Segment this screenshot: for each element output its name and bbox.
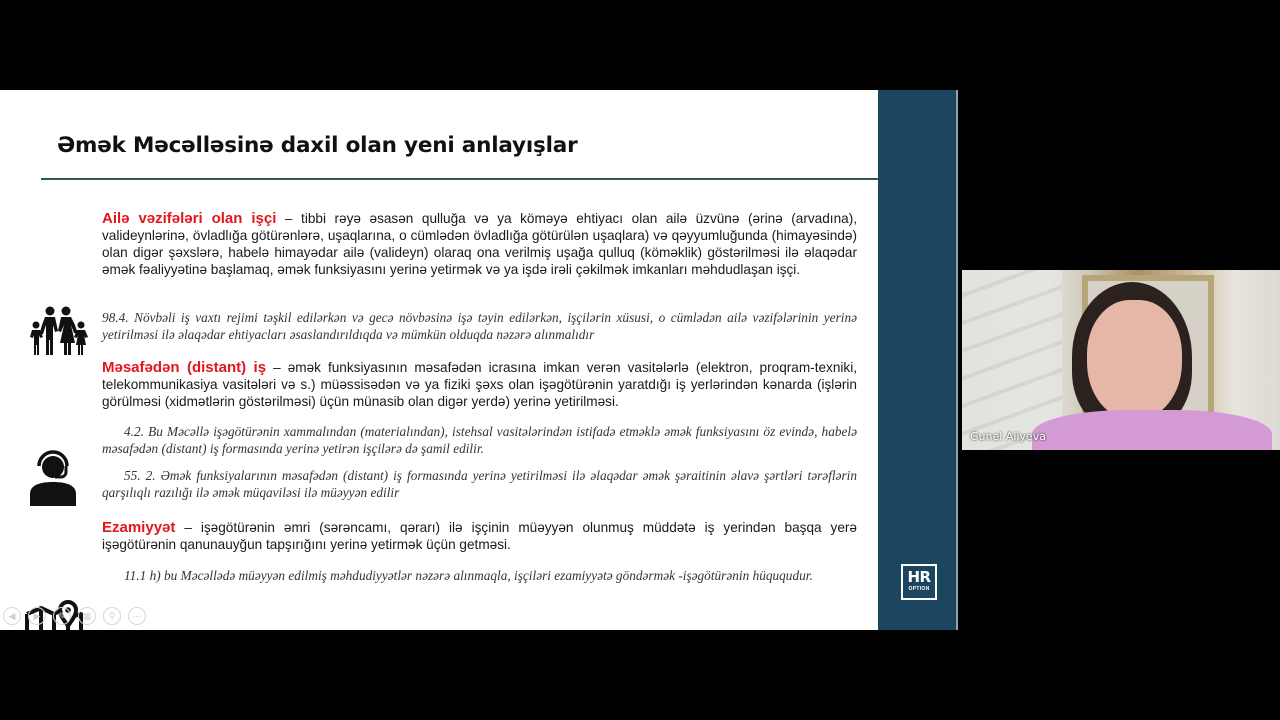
participant-video-tile[interactable] [962,270,1280,450]
definition-remote-work [102,359,857,410]
term-label: Ezamiyyət [102,519,176,536]
presentation-slide [0,90,958,630]
logo-main-text: HR [907,568,931,586]
zoom-button[interactable] [103,607,121,625]
slide-sorter-button[interactable] [78,607,96,625]
ellipsis-icon: ⋯ [132,610,142,621]
slide-title: Əmək Məcəlləsinə daxil olan yeni anlayışlar [57,133,578,158]
term-label: Məsafədən (distant) iş [102,359,267,376]
more-options-button[interactable] [128,607,146,625]
chevron-right-icon: ▶ [33,610,41,621]
title-divider [41,178,878,180]
term-label: Ailə vəzifələri olan işçi [102,210,277,227]
previous-slide-button[interactable] [3,607,21,625]
definition-business-trip [102,519,857,553]
family-icon [26,305,92,357]
pen-icon: ✎ [58,610,66,621]
definition-text: – əmək funksiyasının məsafədən icrasına imkan verən vasitələrlə (elektron, proqram-texniki, telekommunikasiya vasitələri və s.) müəssisədən və ya fiziki şəxs olan işəgötürənin yaratdığı iş yerlərindən kənarda (işlərin görülməsi (xidmətlərin göstərilməsi) üçün münasib olan digər yerdə) yerinə yetirilməsi. [102,360,857,409]
definition-text: – işəgötürənin əmri (sərəncamı, qərarı) ilə işçinin müəyyən olunmuş müddətə iş yerindən başqa yerə işəgötürənin qanunauyğun tapşırığını yerinə yetirmək üçün getməsi. [102,520,857,552]
law-quote: 55. 2. Əmək funksiyalarının məsafədən (distant) iş formasında yerinə yetirilməsi ilə əlaqədar əmək şəraitinin əlavə şərtləri tərəflərin qarşılıqlı razılığı ilə əmək müqaviləsi ilə müəyyən edilir [102,468,857,500]
slides-icon: ▦ [82,610,92,621]
pen-tool-button[interactable] [53,607,71,625]
definition-family-duties [102,210,857,278]
participant-video-face [1087,300,1182,420]
headset-operator-icon [28,448,80,506]
magnifier-icon: ⚲ [108,610,116,621]
law-quote: 4.2. Bu Məcəllə işəgötürənin xammalından (materialından), istehsal vasitələrindən istifadə etməklə əmək funksiyasını öz evində, habelə məsafədən (distant) iş formasında yerinə yetirən işçilərə də şamil edilir. [102,424,857,456]
next-slide-button[interactable] [28,607,46,625]
logo-sub-text: OPTION [908,586,930,592]
chevron-left-icon: ◀ [8,610,16,621]
slide-side-panel [878,90,958,630]
definition-text: – tibbi rəyə əsasən qulluğa və ya köməyə ehtiyacı olan ailə üzvünə (ərinə (arvadına), valideynlərinə, övladlığa götürənlərə, uşaqlarına, o cümlədən övladlığa götürülən uşaqlara) və qəyyumluğunda (himayəsində) olan digər şəxslərə, habelə himayədar ailə (valideyn) olaraq ona verilmiş uşağa qulluq (köməklik) göstərilməsi ilə əlaqədar əmək fəaliyyətinə başlamaq, əmək funksiyasını yerinə yetirmək və ya işdə irəli çəkilmək imkanları məhdudlaşan işçi. [102,211,857,277]
participant-name: Gunel Aliyeva [970,430,1046,443]
participant-video-shirt [1032,410,1272,450]
law-quote: 98.4. Növbəli iş vaxtı rejimi təşkil edilərkən və gecə növbəsinə işə təyin edilərkən, işçilərin xüsusi, o cümlədən ailə vəzifələrinin yerinə yetirilməsi ilə əlaqədar ehtiyacları əsaslandırıldıqda və mümkün olduqda nəzərə alınmalıdır [102,310,857,342]
law-quote: 11.1 h) bu Məcəllədə müəyyən edilmiş məhdudiyyətlər nəzərə alınmaqla, işçiləri ezamiyyətə göndərmək -işəgötürənin hüququdur. [124,568,813,583]
hr-option-logo [901,564,937,600]
slideshow-controls [3,607,146,625]
